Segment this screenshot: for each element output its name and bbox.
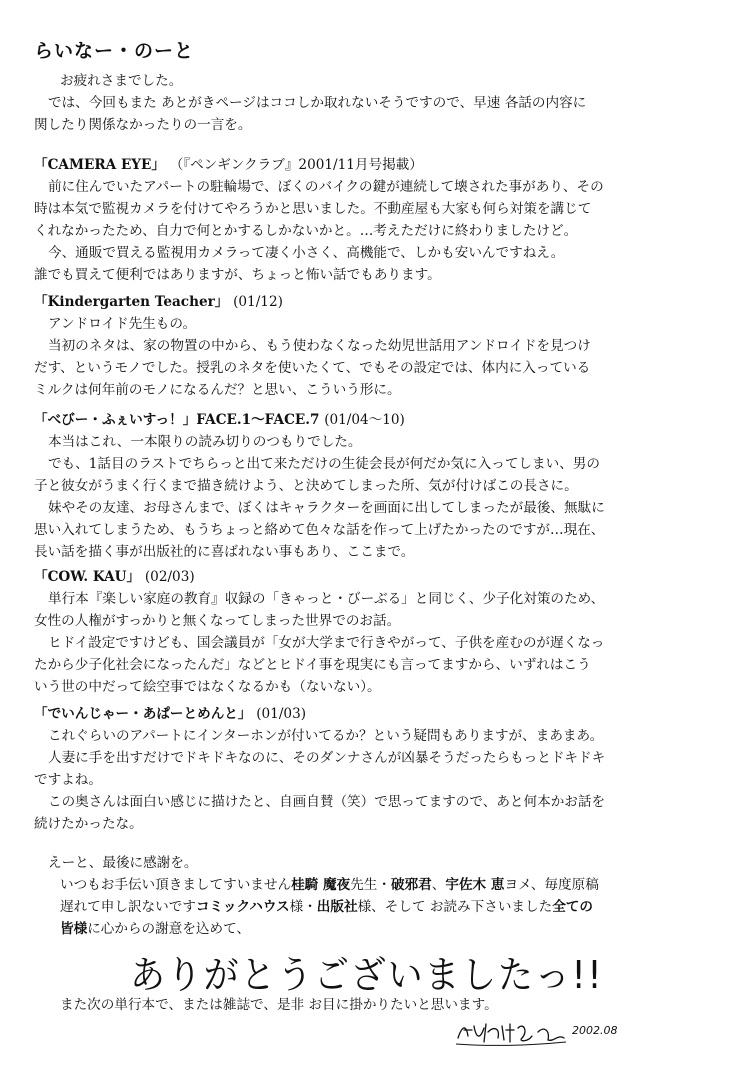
closing-text: ヨメ、毎度原稿 bbox=[504, 877, 599, 893]
section-line: 単行本『楽しい家庭の教育』収録の「きゃっと・びーぶる」と同じく、少子化対策のため、 bbox=[48, 591, 605, 607]
section-baby-face bbox=[34, 409, 714, 563]
section-heading bbox=[34, 566, 714, 588]
closing-text: 様・ bbox=[289, 899, 317, 915]
section-heading bbox=[34, 703, 714, 725]
farewell-line: また次の単行本で、または雑誌で、是非 お目に掛かりたいと思います。 bbox=[60, 997, 498, 1013]
section-line: アンドロイド先生もの。 bbox=[48, 316, 197, 332]
assistant-name: 破邪君 bbox=[390, 877, 432, 893]
section-date: (01/04～10) bbox=[324, 412, 405, 428]
section-line: 思い入れてしまうため、もうちょっと絡めて色々な話を作って上げたかったのですが…現在、 bbox=[34, 522, 605, 538]
closing-text: 様、そして お読み下さいました bbox=[357, 899, 553, 915]
page-title: らいなー・のーと bbox=[34, 40, 195, 62]
thanks-text: ありがとうございましたっ!! bbox=[130, 953, 604, 997]
section-title: 「べびー・ふぇいすっ！」FACE.1～FACE.7 bbox=[34, 412, 320, 428]
section-line: 今、通販で買える監視用カメラって凄く小さく、高機能で、しかも安いんですねえ。 bbox=[48, 245, 565, 261]
section-line: 本当はこれ、一本限りの読み切りのつもりでした。 bbox=[48, 434, 362, 450]
intro-line: では、今回もまた あとがきページはココしか取れないそうですので、早速 各話の内容に bbox=[48, 95, 587, 111]
closing-line bbox=[34, 874, 714, 896]
assistant-name: 桂騎 魔夜 bbox=[291, 877, 351, 893]
intro-line: お疲れさまでした。 bbox=[60, 73, 183, 89]
section-kindergarten-teacher bbox=[34, 291, 714, 401]
section-title: 「COW. KAU」 bbox=[34, 569, 141, 585]
section-cow-kau bbox=[34, 566, 714, 698]
closing-text: 先生・ bbox=[350, 877, 391, 893]
section-line: くれなかったため、自力で何とかするしかないかと。…考えただけに終わりましたけど。 bbox=[34, 223, 578, 239]
author-signature bbox=[454, 1018, 684, 1050]
closing-line bbox=[34, 896, 714, 918]
closing-paragraph bbox=[34, 852, 714, 940]
section-heading bbox=[34, 409, 714, 431]
publisher-name: コミックハウス bbox=[195, 899, 290, 915]
section-line: 妹やその友達、お母さんまで、ぼくはキャラクターを画面に出してしまったが最後、無駄に bbox=[48, 500, 605, 516]
section-line: ですよね。 bbox=[34, 772, 102, 788]
section-camera-eye bbox=[34, 154, 714, 286]
section-line: でも、1話目のラストでちらっと出て来ただけの生徒会長が何だか気に入ってしまい、男の bbox=[48, 456, 600, 472]
section-line: ミルクは何年前のモノになるんだ？と思い、こういう形に。 bbox=[34, 382, 401, 398]
section-title: 「Kindergarten Teacher」 bbox=[34, 294, 229, 310]
farewell-paragraph bbox=[34, 994, 714, 1016]
section-line: 時は本気で監視カメラを付けてやろうかと思いました。不動産屋も大家も何ら対策を講じて bbox=[34, 201, 592, 217]
closing-line: えーと、最後に感謝を。 bbox=[48, 855, 198, 871]
section-line: 長い話を描く事が出版社的に喜ばれない事もあり、ここまで。 bbox=[34, 544, 415, 560]
publisher-name: 出版社 bbox=[316, 899, 358, 915]
closing-text: 遅れて申し訳ないです bbox=[60, 899, 196, 915]
thanks-handwriting bbox=[130, 944, 650, 997]
closing-line bbox=[34, 918, 714, 940]
section-title: 「CAMERA EYE」 bbox=[34, 157, 165, 173]
section-heading bbox=[34, 154, 714, 176]
section-date: （『ペンギンクラブ』2001/11月号掲載） bbox=[169, 157, 423, 173]
section-line: だす、というモノでした。授乳のネタを使いたくて、でもその設定では、体内に入っている bbox=[34, 360, 591, 376]
section-line: いう世の中だって絵空事ではなくなるかも（ないない）。 bbox=[34, 679, 381, 695]
section-line: 子と彼女がうまく行くまで描き続けよう、と決めてしまった所、気が付けばこの長さに。 bbox=[34, 478, 578, 494]
section-date: (02/03) bbox=[144, 569, 195, 585]
closing-text: いつもお手伝い頂きましてすいません bbox=[60, 877, 292, 893]
section-title: 「でいんじゃー・あぱーとめんと」 bbox=[34, 706, 252, 722]
section-line: 当初のネタは、家の物置の中から、もう使わなくなった幼児世話用アンドロイドを見つけ bbox=[48, 338, 591, 354]
signature-mark bbox=[454, 1018, 572, 1050]
section-date: (01/03) bbox=[256, 706, 307, 722]
assistant-name: 宇佐木 恵 bbox=[445, 877, 505, 893]
section-line: たから少子化社会になったんだ」などとヒドイ事を現実にも言ってますから、いずれはこう bbox=[34, 657, 591, 673]
intro-line: 関したり関係なかったりの一言を。 bbox=[34, 117, 252, 133]
section-danger-apartment bbox=[34, 703, 714, 835]
intro-paragraph bbox=[34, 70, 714, 136]
section-line: 前に住んでいたアパートの駐輪場で、ぼくのバイクの鍵が連続して壊された事があり、その bbox=[48, 179, 604, 195]
section-line: 続けたかったな。 bbox=[34, 816, 143, 832]
closing-emphasis: 皆様 bbox=[60, 921, 88, 937]
section-line: この奥さんは面白い感じに描けたと、自画自賛（笑）で思ってますので、あと何本かお話を bbox=[48, 794, 606, 810]
section-line: ヒドイ設定ですけども、国会議員が「女が大学まで行きやがって、子供を産むのが遅くなっ bbox=[48, 635, 605, 651]
section-date: (01/12) bbox=[233, 294, 283, 310]
closing-text: 、 bbox=[431, 877, 446, 893]
signature-date: 2002.08 bbox=[572, 1024, 618, 1037]
section-heading bbox=[34, 291, 714, 313]
section-line: 人妻に手を出すだけでドキドキなのに、そのダンナさんが凶暴そうだったらもっとドキドキ bbox=[48, 750, 606, 766]
section-line: 誰でも買えて便利ではありますが、ちょっと怖い話でもあります。 bbox=[34, 267, 441, 283]
closing-emphasis: 全ての bbox=[552, 899, 593, 915]
closing-text: に心からの謝意を込めて、 bbox=[87, 921, 251, 937]
section-line: 女性の人権がすっかりと無くなってしまった世界でのお話。 bbox=[34, 613, 401, 629]
section-line: これぐらいのアパートにインターホンが付いてるか？という疑問もありますが、まあまあ。 bbox=[48, 728, 604, 744]
